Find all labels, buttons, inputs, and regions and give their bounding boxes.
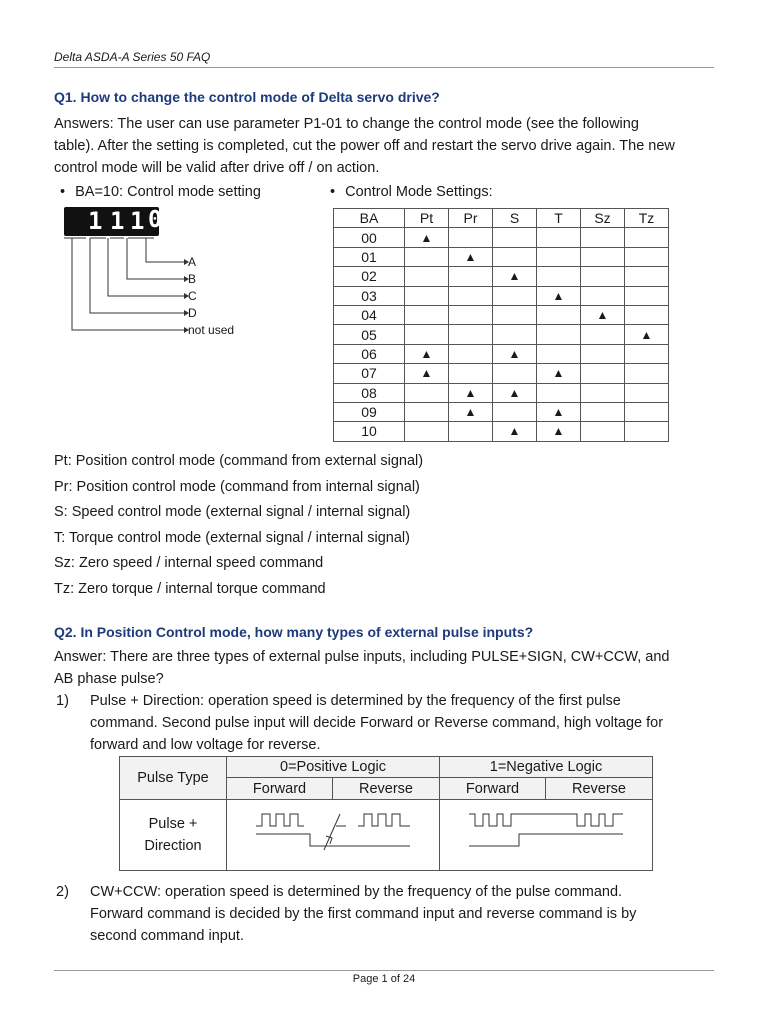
item-2-number: 2): [56, 884, 69, 900]
mode-cell: [625, 383, 669, 402]
mode-cell: ▲: [405, 344, 449, 363]
negative-logic-header: 1=Negative Logic: [440, 757, 653, 778]
mode-cell: [537, 228, 581, 247]
pulse-label-line: Pulse +: [148, 816, 198, 832]
control-mode-table: [333, 208, 669, 442]
mode-cell: ▲: [537, 364, 581, 383]
table-row: [334, 325, 669, 344]
mode-cell: [449, 305, 493, 324]
mode-cell: [625, 364, 669, 383]
mode-cell: [625, 305, 669, 324]
q1-answer-line: table). After the setting is completed, cut the power off and restart the servo drive again. The new: [54, 138, 675, 154]
negative-reverse-header: Reverse: [546, 778, 653, 800]
mode-cell: [625, 267, 669, 286]
mode-cell: ▲: [449, 383, 493, 402]
ba-code-cell: 09: [334, 402, 405, 421]
mode-cell: ▲: [493, 344, 537, 363]
pulse-label-line: Direction: [144, 838, 202, 854]
pulse-direction-label: [120, 800, 227, 871]
q1-answer: [54, 113, 719, 179]
ba-code-cell: 02: [334, 267, 405, 286]
bullet-control-mode-settings: [330, 184, 493, 200]
mode-cell: [537, 325, 581, 344]
display-digit: 1: [88, 207, 103, 235]
label-c: C: [188, 289, 197, 303]
ba-code-cell: 01: [334, 247, 405, 266]
q1-answer-line: Answers: The user can use parameter P1-01 to change the control mode (see the following: [54, 116, 639, 132]
mode-cell: [493, 364, 537, 383]
pulse-type-table: [119, 756, 653, 871]
mode-cell: [449, 422, 493, 441]
ba-code-cell: 03: [334, 286, 405, 305]
table-header-cell: S: [493, 209, 537, 228]
item-1-line: forward and low voltage for reverse.: [90, 737, 321, 753]
table-row: [334, 286, 669, 305]
positive-forward-header: Forward: [227, 778, 333, 800]
definition-line: Pr: Position control mode (command from internal signal): [54, 478, 420, 495]
mode-cell: [625, 286, 669, 305]
page-number: Page 1 of 24: [352, 973, 416, 985]
mode-cell: [449, 228, 493, 247]
definition-line: Pt: Position control mode (command from external signal): [54, 453, 424, 469]
table-header-cell: Tz: [625, 209, 669, 228]
bullet-dot-icon: •: [60, 184, 66, 200]
definition-line: Tz: Zero torque / internal torque command: [54, 580, 326, 597]
definition-line: T: Torque control mode (external signal / internal signal): [54, 529, 410, 546]
table-header-cell: T: [537, 209, 581, 228]
bullet-left-text: BA=10: Control mode setting: [75, 184, 261, 200]
positive-waveform-graphic: [228, 800, 438, 866]
mode-cell: ▲: [537, 286, 581, 305]
mode-cell: ▲: [405, 364, 449, 383]
table-row: [334, 267, 669, 286]
display-digit: 1: [130, 207, 145, 235]
table-row: [334, 422, 669, 441]
mode-cell: ▲: [493, 422, 537, 441]
display-digit: 0: [148, 207, 162, 233]
mode-definitions: [54, 449, 423, 602]
table-row: [334, 228, 669, 247]
mode-cell: ▲: [537, 402, 581, 421]
table-header-cell: BA: [334, 209, 405, 228]
mode-cell: [581, 247, 625, 266]
negative-forward-header: Forward: [440, 778, 546, 800]
mode-cell: [625, 247, 669, 266]
pulse-type-header: Pulse Type: [120, 757, 227, 800]
mode-cell: [625, 344, 669, 363]
mode-cell: [581, 422, 625, 441]
ba-code-cell: 04: [334, 305, 405, 324]
mode-cell: [537, 267, 581, 286]
mode-cell: [625, 228, 669, 247]
q1-answer-line: control mode will be valid after drive off / on action.: [54, 160, 380, 176]
bullet-right-text: Control Mode Settings:: [345, 184, 493, 200]
mode-cell: [449, 325, 493, 344]
label-b: B: [188, 272, 197, 286]
item-1-number: 1): [56, 693, 69, 709]
mode-cell: [405, 422, 449, 441]
mode-cell: [537, 305, 581, 324]
mode-cell: [625, 422, 669, 441]
label-not-used: not used: [188, 323, 235, 337]
mode-cell: ▲: [449, 402, 493, 421]
ba-code-cell: 07: [334, 364, 405, 383]
label-d: D: [188, 306, 197, 320]
mode-cell: [493, 305, 537, 324]
item-2-text: [90, 881, 720, 947]
mode-cell: [581, 364, 625, 383]
mode-cell: [493, 247, 537, 266]
positive-reverse-header: Reverse: [333, 778, 440, 800]
mode-cell: [405, 286, 449, 305]
document-header: Delta ASDA-A Series 50 FAQ: [54, 50, 211, 64]
mode-cell: [449, 364, 493, 383]
q2-answer-line: AB phase pulse?: [54, 671, 164, 687]
table-row: [334, 364, 669, 383]
mode-cell: [581, 344, 625, 363]
header-rule: [54, 67, 714, 68]
mode-cell: [449, 344, 493, 363]
q1-title: Q1. How to change the control mode of Delta servo drive?: [54, 89, 440, 105]
display-digit: 1: [110, 207, 125, 235]
digit-mapping-diagram: [60, 236, 190, 336]
mode-cell: ▲: [625, 325, 669, 344]
q2-title: Q2. In Position Control mode, how many types of external pulse inputs?: [54, 624, 534, 640]
mode-cell: ▲: [537, 422, 581, 441]
mode-cell: [493, 286, 537, 305]
mode-cell: [493, 402, 537, 421]
table-body: [334, 228, 669, 441]
table-row: [334, 247, 669, 266]
table-row: [334, 402, 669, 421]
table-header-cell: Pr: [449, 209, 493, 228]
mode-cell: [581, 267, 625, 286]
seven-segment-display: [64, 207, 162, 236]
item-2-line: second command input.: [90, 928, 244, 944]
definition-line: S: Speed control mode (external signal / internal signal): [54, 504, 411, 520]
label-a: A: [188, 255, 197, 269]
positive-logic-waveform: [227, 800, 440, 871]
mode-cell: [405, 267, 449, 286]
mode-cell: [493, 325, 537, 344]
bullet-dot-icon: •: [330, 184, 336, 200]
ba-code-cell: 00: [334, 228, 405, 247]
mode-cell: [405, 305, 449, 324]
item-2-line: CW+CCW: operation speed is determined by the frequency of the pulse command.: [90, 884, 623, 900]
mode-cell: [493, 228, 537, 247]
ba-code-cell: 10: [334, 422, 405, 441]
ba-code-cell: 08: [334, 383, 405, 402]
table-header-cell: Pt: [405, 209, 449, 228]
footer-rule: [54, 970, 714, 971]
mode-cell: ▲: [493, 383, 537, 402]
table-row: [334, 305, 669, 324]
item-1-line: Pulse + Direction: operation speed is determined by the frequency of the first pulse: [90, 693, 621, 709]
mode-cell: ▲: [581, 305, 625, 324]
table-row: [334, 344, 669, 363]
positive-logic-header: 0=Positive Logic: [227, 757, 440, 778]
bullet-control-mode-setting: [60, 184, 261, 200]
mode-cell: ▲: [449, 247, 493, 266]
table-row: [334, 383, 669, 402]
mode-cell: [405, 383, 449, 402]
mode-cell: ▲: [405, 228, 449, 247]
mode-cell: [537, 247, 581, 266]
mode-cell: [581, 383, 625, 402]
mode-cell: [405, 402, 449, 421]
mode-cell: [449, 286, 493, 305]
negative-logic-waveform: [440, 800, 653, 871]
mode-cell: [449, 267, 493, 286]
table-header-cell: Sz: [581, 209, 625, 228]
mode-cell: [581, 286, 625, 305]
table-header-row: [334, 209, 669, 228]
negative-waveform-graphic: [441, 800, 651, 866]
q2-answer: [54, 646, 719, 690]
item-1-text: [90, 690, 720, 756]
mode-cell: [405, 247, 449, 266]
ba-code-cell: 05: [334, 325, 405, 344]
ba-code-cell: 06: [334, 344, 405, 363]
mode-cell: [405, 325, 449, 344]
mode-cell: [581, 228, 625, 247]
mode-cell: [581, 325, 625, 344]
mode-cell: [625, 402, 669, 421]
mode-cell: [537, 383, 581, 402]
q2-answer-line: Answer: There are three types of external pulse inputs, including PULSE+SIGN, CW+CCW, and: [54, 649, 670, 665]
item-1-line: command. Second pulse input will decide Forward or Reverse command, high voltage for: [90, 715, 664, 731]
definition-line: Sz: Zero speed / internal speed command: [54, 555, 324, 571]
mode-cell: ▲: [493, 267, 537, 286]
mode-cell: [537, 344, 581, 363]
mode-cell: [581, 402, 625, 421]
item-2-line: Forward command is decided by the first command input and reverse command is by: [90, 906, 637, 922]
